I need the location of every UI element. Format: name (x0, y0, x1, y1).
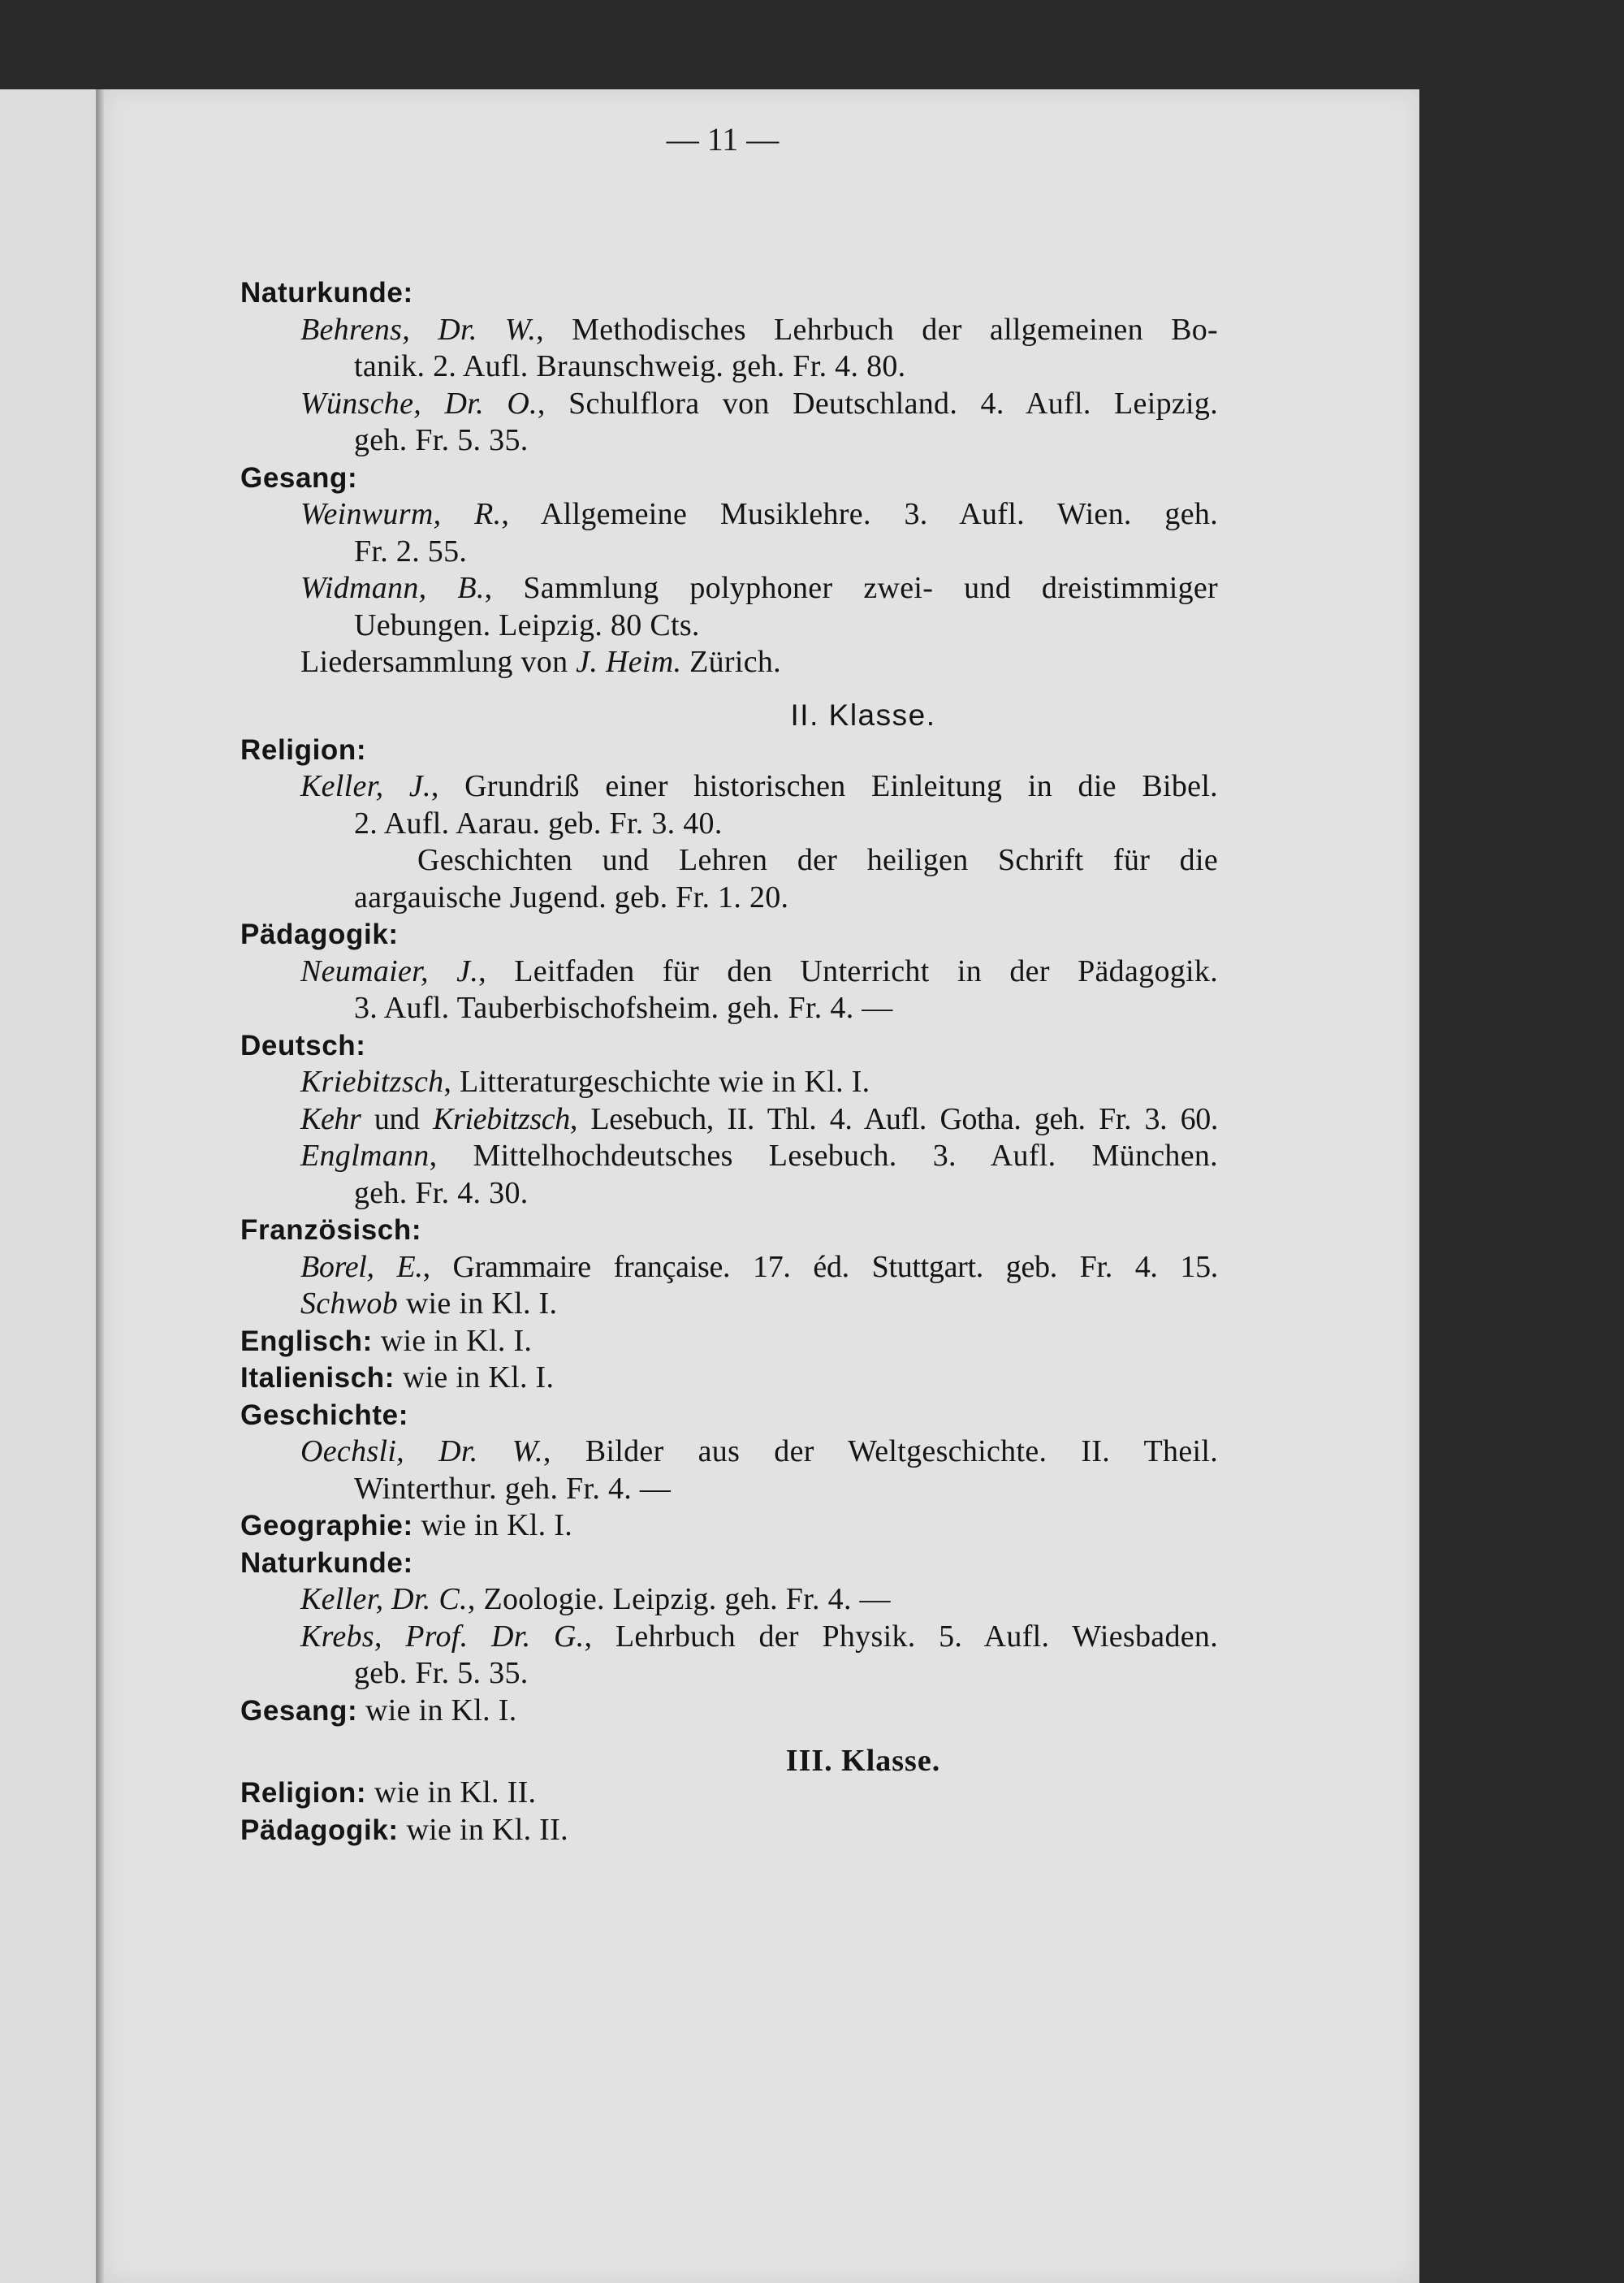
entry-continuation: geb. Fr. 5. 35. (354, 1656, 529, 1690)
entry-weinwurm (240, 496, 1218, 534)
entry-text: , Lesebuch, II. Thl. 4. Aufl. Gotha. geh. Fr. 3. 60. (569, 1101, 1218, 1136)
entry-text: Liedersammlung von (300, 645, 577, 679)
author: Oechsli, Dr. W. (300, 1434, 543, 1468)
section-heading-paedagogik: Pädagogik: (240, 919, 399, 950)
author: Keller, Dr. C. (300, 1582, 468, 1616)
line-religion-iii (240, 1775, 1218, 1812)
entry-text: , Lehrbuch der Physik. 5. Aufl. Wiesbaden. (584, 1619, 1219, 1654)
entry-text: , Sammlung polyphoner zwei- und dreistimmiger (484, 571, 1218, 605)
author: Behrens, Dr. W. (300, 312, 537, 347)
entry-krebs (240, 1619, 1218, 1656)
author: Borel, E. (300, 1249, 423, 1284)
entry-text: wie in Kl. I. (398, 1286, 558, 1321)
entry-text: , Litteraturgeschichte wie in Kl. I. (443, 1065, 870, 1099)
section-heading-englisch: Englisch: (240, 1325, 373, 1357)
author: J. Heim. (576, 645, 682, 679)
entry-geschichten: Geschichten und Lehren der heiligen Schrift für die (417, 843, 1218, 877)
entry-continuation: geh. Fr. 4. 30. (354, 1175, 529, 1210)
section-heading-geschichte: Geschichte: (240, 1399, 408, 1431)
section-heading-religion: Religion: (240, 733, 367, 766)
class-title-ii: II. Klasse. (790, 698, 936, 732)
left-page-edge (0, 89, 97, 2283)
author: Englmann (300, 1139, 430, 1173)
line-paedagogik-iii (240, 1812, 1218, 1849)
entry-text: , Grammaire française. 17. éd. Stuttgart. geb. Fr. 4. 15. (422, 1249, 1218, 1284)
entry-wuensche (240, 386, 1218, 423)
entry-schwob (240, 1286, 1218, 1323)
line-englisch (240, 1323, 1218, 1360)
entry-liedersammlung (240, 644, 1218, 681)
entry-text: Zürich. (681, 645, 781, 679)
entry-text: wie in Kl. I. (372, 1323, 533, 1358)
author: Krebs, Prof. Dr. G. (300, 1619, 585, 1654)
entry-text: , Grundriß einer historischen Einleitung in die Bibel. (430, 769, 1218, 803)
spacer (240, 681, 1218, 699)
entry-text: wie in Kl. I. (357, 1693, 517, 1727)
entry-kriebitzsch (240, 1064, 1218, 1101)
author: Widmann, B. (300, 571, 485, 605)
author: Kriebitzsch (300, 1065, 444, 1099)
author: Weinwurm, R. (300, 497, 502, 531)
line-geographie (240, 1507, 1218, 1545)
class-title-iii: III. Klasse. (785, 1744, 941, 1778)
page-gutter (96, 89, 104, 2283)
entry-text: wie in Kl. II. (366, 1775, 537, 1810)
author: Wünsche, Dr. O. (300, 386, 538, 421)
entry-text: wie in Kl. II. (398, 1812, 568, 1847)
entry-widmann (240, 570, 1218, 608)
entry-text: , Schulflora von Deutschland. 4. Aufl. Leipzig. (537, 386, 1219, 421)
entry-oechsli (240, 1433, 1218, 1471)
section-heading-deutsch: Deutsch: (240, 1029, 366, 1062)
entry-text: , Mittelhochdeutsches Lesebuch. 3. Aufl. München. (429, 1139, 1218, 1173)
spacer (240, 1729, 1218, 1747)
section-heading-religion: Religion: (240, 1777, 367, 1809)
page-number: — 11 — (666, 121, 780, 158)
entry-englmann (240, 1138, 1218, 1175)
entry-text: , Zoologie. Leipzig. geh. Fr. 4. — (467, 1582, 891, 1616)
entry-text: , Allgemeine Musiklehre. 3. Aufl. Wien. geh. (501, 497, 1218, 531)
entry-continuation: geh. Fr. 5. 35. (354, 423, 529, 457)
author: Neumaier, J. (300, 953, 479, 988)
entry-behrens (240, 312, 1218, 349)
entry-text: wie in Kl. I. (395, 1360, 555, 1394)
entry-text: , Bilder aus der Weltgeschichte. II. Theil. (542, 1434, 1218, 1468)
entry-keller-j (240, 768, 1218, 806)
entry-kehr-kriebitzsch (240, 1101, 1218, 1139)
entry-continuation: 2. Aufl. Aarau. geb. Fr. 3. 40. (354, 806, 723, 841)
entry-continuation: aargauische Jugend. geb. Fr. 1. 20. (354, 880, 789, 914)
section-heading-gesang: Gesang: (240, 461, 358, 494)
author: Schwob (300, 1286, 399, 1321)
entry-continuation: tanik. 2. Aufl. Braunschweig. geh. Fr. 4. 80. (354, 349, 906, 383)
section-heading-italienisch: Italienisch: (240, 1362, 395, 1394)
line-gesang (240, 1693, 1218, 1730)
entry-text: , Leitfaden für den Unterricht in der Pädagogik. (478, 953, 1219, 988)
author: Keller, J. (300, 769, 431, 803)
section-heading-geographie: Geographie: (240, 1510, 413, 1541)
page-content (240, 275, 1218, 1848)
section-heading-naturkunde: Naturkunde: (240, 1546, 413, 1579)
entry-keller-c (240, 1581, 1218, 1619)
author: Kriebitzsch (433, 1101, 570, 1136)
author: Kehr (300, 1101, 361, 1136)
entry-borel (240, 1249, 1218, 1286)
section-heading-franzoesisch: Französisch: (240, 1214, 422, 1246)
section-heading-gesang: Gesang: (240, 1694, 358, 1727)
entry-continuation: 3. Aufl. Tauberbischofsheim. geh. Fr. 4. — (354, 991, 893, 1025)
entry-text: , Methodisches Lehrbuch der allgemeinen Bo- (536, 312, 1219, 347)
entry-continuation: Winterthur. geh. Fr. 4. — (354, 1471, 672, 1506)
entry-continuation: Fr. 2. 55. (354, 534, 468, 569)
section-heading-naturkunde: Naturkunde: (240, 277, 413, 309)
entry-continuation: Uebungen. Leipzig. 80 Cts. (354, 608, 700, 642)
line-italienisch (240, 1360, 1218, 1397)
entry-text: wie in Kl. I. (412, 1508, 573, 1542)
entry-neumaier (240, 953, 1218, 991)
entry-text: und (361, 1101, 434, 1136)
section-heading-paedagogik: Pädagogik: (240, 1814, 399, 1846)
